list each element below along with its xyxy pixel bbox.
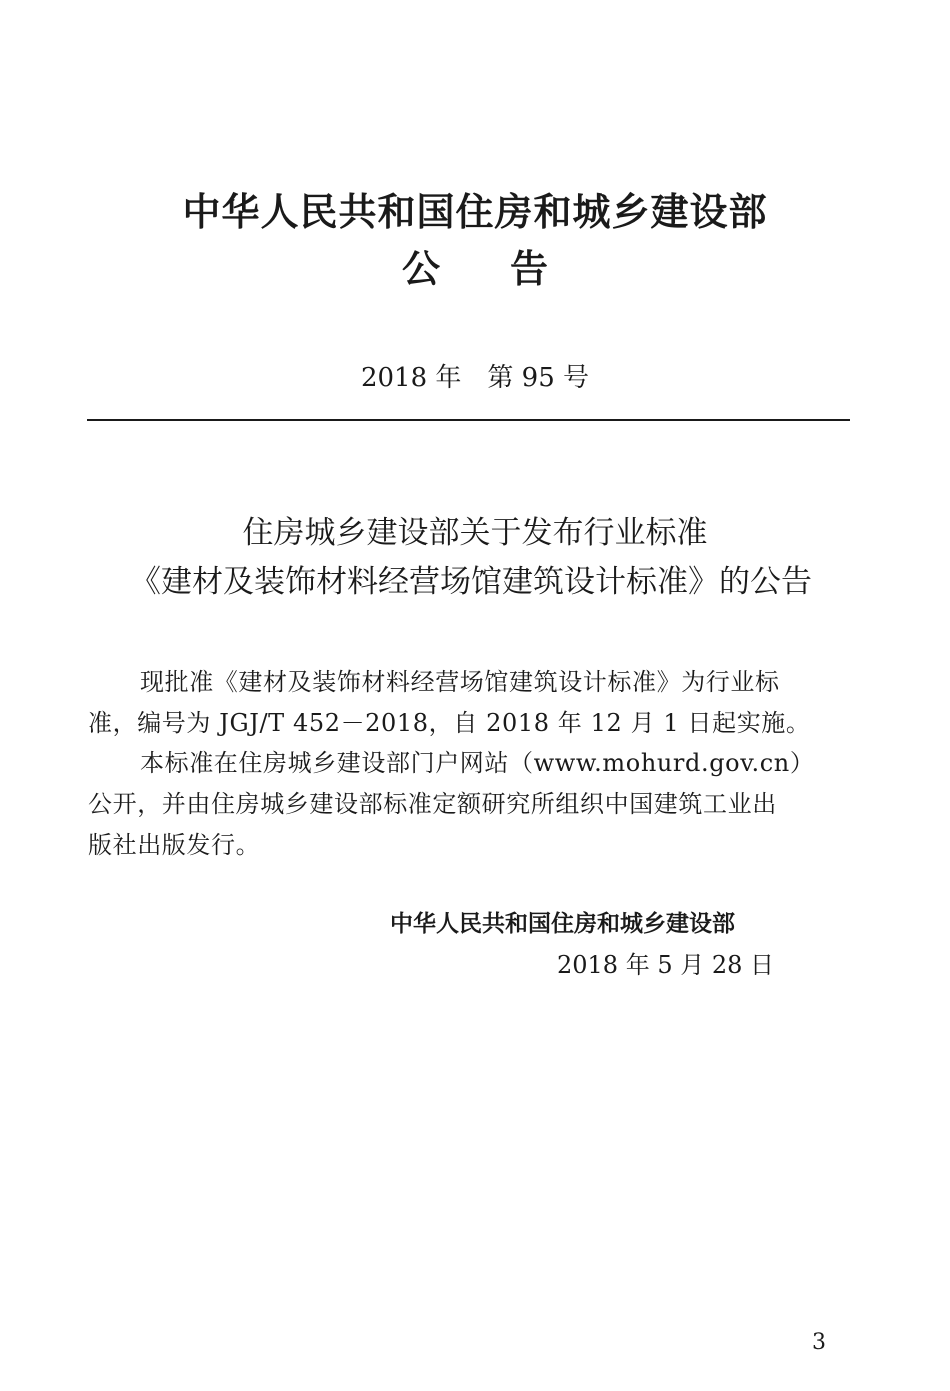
body-text-line: 公开，并由住房城乡建设部标准定额研究所组织中国建筑工业出 <box>88 790 777 818</box>
issue-number: 2018 年 第 95 号 <box>360 363 590 393</box>
body-text-line: 本标准在住房城乡建设部门户网站（www.mohurd.gov.cn） <box>140 749 815 777</box>
notice-title-line-1: 住房城乡建设部关于发布行业标准 <box>242 515 708 551</box>
signature-date: 2018 年 5 月 28 日 <box>557 951 775 979</box>
page-number: 3 <box>812 1330 826 1355</box>
body-text-line: 准，编号为 JGJ/T 452－2018，自 2018 年 12 月 1 日起实施。 <box>88 709 811 737</box>
issuer-title: 中华人民共和国住房和城乡建设部 <box>182 190 768 234</box>
notice-title-line-2: 《建材及装饰材料经营场馆建筑设计标准》的公告 <box>130 564 812 600</box>
body-text-line: 现批准《建材及装饰材料经营场馆建筑设计标准》为行业标 <box>140 668 780 696</box>
header-divider <box>87 419 850 421</box>
signature-organization: 中华人民共和国住房和城乡建设部 <box>390 911 735 937</box>
body-text-line: 版社出版发行。 <box>88 831 261 859</box>
document-type-heading: 公告 <box>401 247 618 291</box>
